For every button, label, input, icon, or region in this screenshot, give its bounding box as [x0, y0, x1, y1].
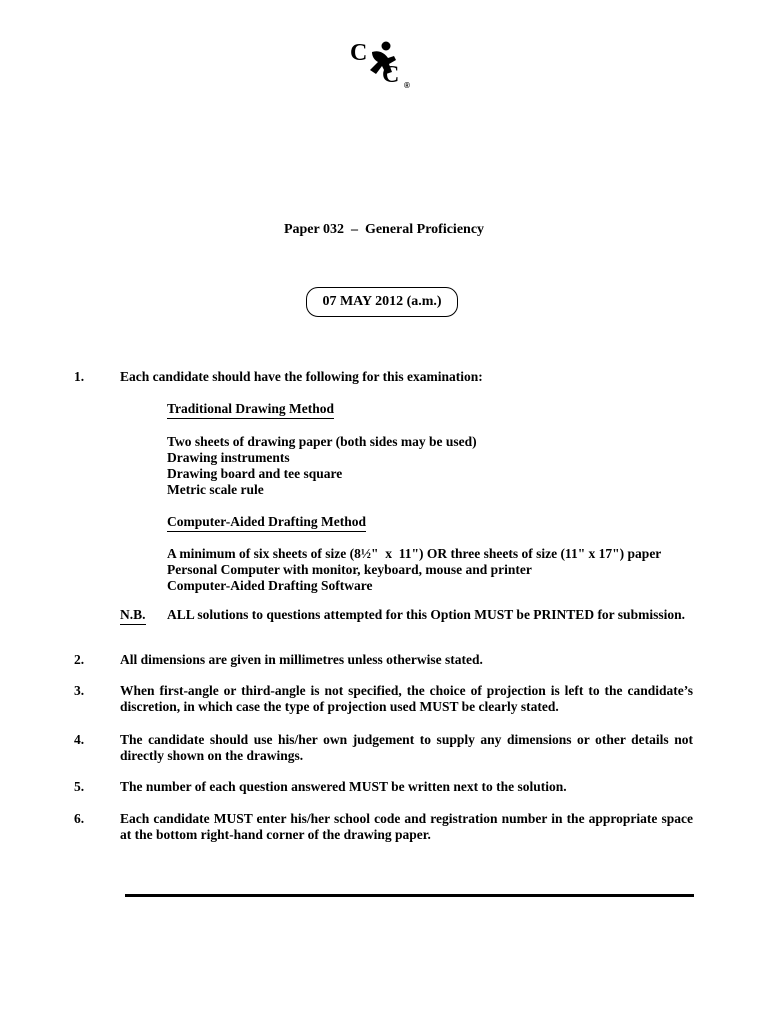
bottom-divider [125, 894, 694, 897]
exam-date-badge: 07 MAY 2012 (a.m.) [306, 287, 458, 317]
list-item: Computer-Aided Drafting Software [167, 578, 373, 593]
cad-method-heading-label: Computer-Aided Drafting Method [167, 514, 366, 532]
list-item: Drawing board and tee square [167, 466, 343, 481]
instruction-text-4: The candidate should use his/her own judgement to supply any dimensions or other details not directly shown on the drawings. [120, 732, 693, 763]
cad-method-list [167, 546, 693, 594]
svg-text:®: ® [404, 81, 410, 90]
instruction-number-5: 5. [74, 779, 85, 794]
list-item: Metric scale rule [167, 482, 264, 497]
svg-text:C: C [350, 40, 368, 66]
list-item: A minimum of six sheets of size (8½" x 11") OR three sheets of size (11" x 17") paper [167, 546, 662, 561]
nb-label-text: N.B. [120, 607, 146, 625]
list-item: Drawing instruments [167, 450, 290, 465]
list-item: Two sheets of drawing paper (both sides may be used) [167, 434, 477, 449]
instruction-number-3: 3. [74, 683, 85, 698]
traditional-method-heading-label: Traditional Drawing Method [167, 401, 334, 419]
svg-text:C: C [382, 62, 400, 88]
list-item: Personal Computer with monitor, keyboard, mouse and printer [167, 562, 532, 577]
instruction-number-6: 6. [74, 811, 85, 826]
instruction-text-3: When first-angle or third-angle is not specified, the choice of projection is left to the candidate’s discretion, in which case the type of projection used MUST be clearly stated. [120, 683, 693, 714]
instruction-number-2: 2. [74, 652, 85, 667]
nb-label [120, 607, 160, 625]
instruction-number-1: 1. [74, 369, 85, 384]
cxc-logo-graphic [348, 38, 416, 90]
paper-title: Paper 032 – General Proficiency [283, 222, 485, 237]
cxc-logo-icon [348, 38, 416, 90]
traditional-method-heading [167, 401, 693, 419]
instruction-text-1: Each candidate should have the following for this examination: [120, 369, 483, 384]
cad-method-heading [167, 514, 693, 532]
instruction-text-6: Each candidate MUST enter his/her school code and registration number in the appropriate space at the bottom right-hand corner of the drawing paper. [120, 811, 693, 842]
traditional-method-list [167, 434, 693, 498]
instruction-text-2: All dimensions are given in millimetres unless otherwise stated. [120, 652, 483, 667]
instruction-text-5: The number of each question answered MUST be written next to the solution. [120, 779, 567, 794]
nb-text: ALL solutions to questions attempted for this Option MUST be PRINTED for submission. [167, 607, 685, 622]
instruction-number-4: 4. [74, 732, 85, 747]
